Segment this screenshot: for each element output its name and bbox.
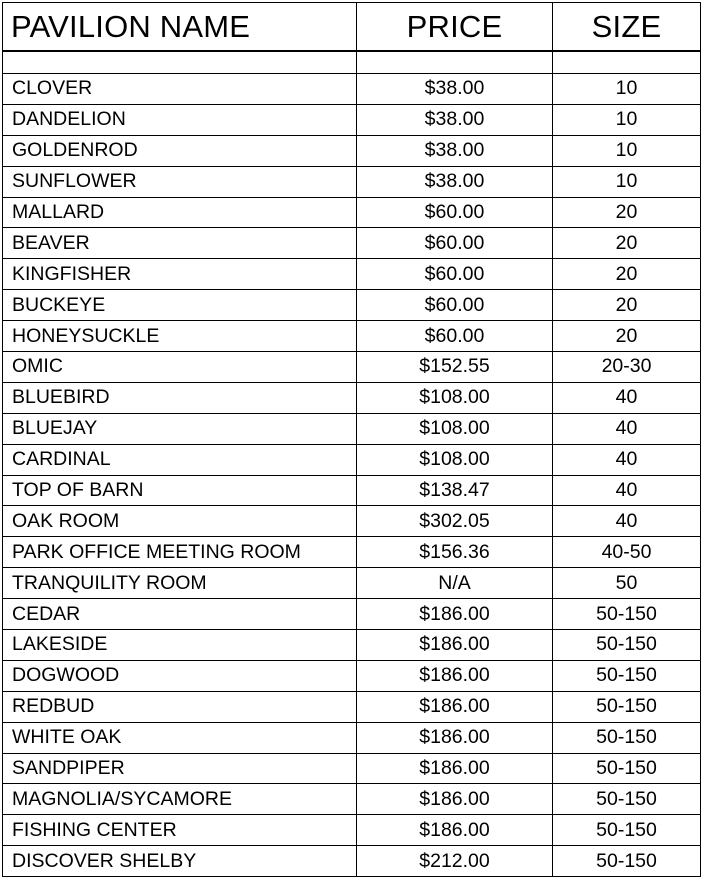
empty-cell <box>3 51 357 74</box>
empty-cell <box>553 51 701 74</box>
size-cell: 10 <box>553 166 701 197</box>
table-row <box>3 166 701 197</box>
price-cell: $186.00 <box>357 630 553 661</box>
size-cell: 40 <box>553 506 701 537</box>
table-row <box>3 506 701 537</box>
table-row <box>3 382 701 413</box>
table-body <box>3 51 701 877</box>
table-row <box>3 568 701 599</box>
pavilion-name-cell: BLUEJAY <box>3 413 357 444</box>
price-cell: $186.00 <box>357 660 553 691</box>
table-row <box>3 321 701 352</box>
size-cell: 40 <box>553 475 701 506</box>
price-cell: $60.00 <box>357 197 553 228</box>
size-cell: 50-150 <box>553 691 701 722</box>
size-cell: 50-150 <box>553 846 701 877</box>
empty-cell <box>357 51 553 74</box>
column-header-pavilion-name: PAVILION NAME <box>3 3 357 52</box>
size-cell: 40 <box>553 444 701 475</box>
price-cell: $138.47 <box>357 475 553 506</box>
size-cell: 20 <box>553 228 701 259</box>
pavilion-name-cell: OAK ROOM <box>3 506 357 537</box>
pavilion-name-cell: PARK OFFICE MEETING ROOM <box>3 537 357 568</box>
table-row <box>3 784 701 815</box>
table-row <box>3 660 701 691</box>
pavilion-name-cell: LAKESIDE <box>3 630 357 661</box>
pavilion-name-cell: BUCKEYE <box>3 290 357 321</box>
table-row <box>3 599 701 630</box>
pavilion-name-cell: SANDPIPER <box>3 753 357 784</box>
size-cell: 40 <box>553 413 701 444</box>
table-row <box>3 691 701 722</box>
table-row <box>3 815 701 846</box>
table-row <box>3 630 701 661</box>
size-cell: 10 <box>553 104 701 135</box>
pavilion-name-cell: GOLDENROD <box>3 135 357 166</box>
pavilion-name-cell: HONEYSUCKLE <box>3 321 357 352</box>
pavilion-name-cell: BEAVER <box>3 228 357 259</box>
size-cell: 20 <box>553 197 701 228</box>
empty-row <box>3 51 701 74</box>
price-cell: $38.00 <box>357 135 553 166</box>
size-cell: 50-150 <box>553 784 701 815</box>
size-cell: 20 <box>553 321 701 352</box>
table-row <box>3 537 701 568</box>
pavilion-name-cell: OMIC <box>3 352 357 383</box>
table-row <box>3 475 701 506</box>
pavilion-name-cell: CARDINAL <box>3 444 357 475</box>
pavilion-name-cell: FISHING CENTER <box>3 815 357 846</box>
pavilion-name-cell: MALLARD <box>3 197 357 228</box>
column-header-price: PRICE <box>357 3 553 52</box>
table-row <box>3 104 701 135</box>
table-row <box>3 413 701 444</box>
pavilion-name-cell: DANDELION <box>3 104 357 135</box>
table-row <box>3 74 701 105</box>
size-cell: 20 <box>553 259 701 290</box>
pavilion-name-cell: BLUEBIRD <box>3 382 357 413</box>
size-cell: 20-30 <box>553 352 701 383</box>
price-cell: $60.00 <box>357 321 553 352</box>
price-cell: $186.00 <box>357 722 553 753</box>
size-cell: 40-50 <box>553 537 701 568</box>
size-cell: 10 <box>553 74 701 105</box>
table-row <box>3 228 701 259</box>
price-cell: $186.00 <box>357 753 553 784</box>
pavilion-name-cell: SUNFLOWER <box>3 166 357 197</box>
price-cell: $108.00 <box>357 444 553 475</box>
price-cell: $302.05 <box>357 506 553 537</box>
price-cell: $38.00 <box>357 104 553 135</box>
size-cell: 50-150 <box>553 660 701 691</box>
pavilion-price-table <box>2 2 701 877</box>
pavilion-name-cell: CLOVER <box>3 74 357 105</box>
price-cell: $212.00 <box>357 846 553 877</box>
table-row <box>3 444 701 475</box>
price-cell: $186.00 <box>357 691 553 722</box>
pavilion-name-cell: REDBUD <box>3 691 357 722</box>
price-cell: $186.00 <box>357 815 553 846</box>
table-row <box>3 135 701 166</box>
pavilion-name-cell: TOP OF BARN <box>3 475 357 506</box>
table-row <box>3 722 701 753</box>
table-header <box>3 3 701 52</box>
table-row <box>3 290 701 321</box>
price-cell: $108.00 <box>357 413 553 444</box>
price-cell: $38.00 <box>357 166 553 197</box>
pavilion-name-cell: KINGFISHER <box>3 259 357 290</box>
pavilion-name-cell: DOGWOOD <box>3 660 357 691</box>
size-cell: 40 <box>553 382 701 413</box>
column-header-size: SIZE <box>553 3 701 52</box>
pavilion-name-cell: WHITE OAK <box>3 722 357 753</box>
table-row <box>3 352 701 383</box>
size-cell: 50 <box>553 568 701 599</box>
pavilion-name-cell: DISCOVER SHELBY <box>3 846 357 877</box>
price-cell: N/A <box>357 568 553 599</box>
price-cell: $186.00 <box>357 599 553 630</box>
table-row <box>3 846 701 877</box>
price-cell: $60.00 <box>357 290 553 321</box>
price-cell: $108.00 <box>357 382 553 413</box>
pavilion-name-cell: MAGNOLIA/SYCAMORE <box>3 784 357 815</box>
price-cell: $156.36 <box>357 537 553 568</box>
price-cell: $60.00 <box>357 228 553 259</box>
price-cell: $186.00 <box>357 784 553 815</box>
size-cell: 50-150 <box>553 753 701 784</box>
price-cell: $60.00 <box>357 259 553 290</box>
table-row <box>3 259 701 290</box>
table-row <box>3 753 701 784</box>
size-cell: 10 <box>553 135 701 166</box>
size-cell: 50-150 <box>553 722 701 753</box>
size-cell: 50-150 <box>553 599 701 630</box>
size-cell: 50-150 <box>553 630 701 661</box>
table-row <box>3 197 701 228</box>
header-row <box>3 3 701 52</box>
size-cell: 50-150 <box>553 815 701 846</box>
price-cell: $38.00 <box>357 74 553 105</box>
size-cell: 20 <box>553 290 701 321</box>
pavilion-name-cell: TRANQUILITY ROOM <box>3 568 357 599</box>
pavilion-name-cell: CEDAR <box>3 599 357 630</box>
price-cell: $152.55 <box>357 352 553 383</box>
